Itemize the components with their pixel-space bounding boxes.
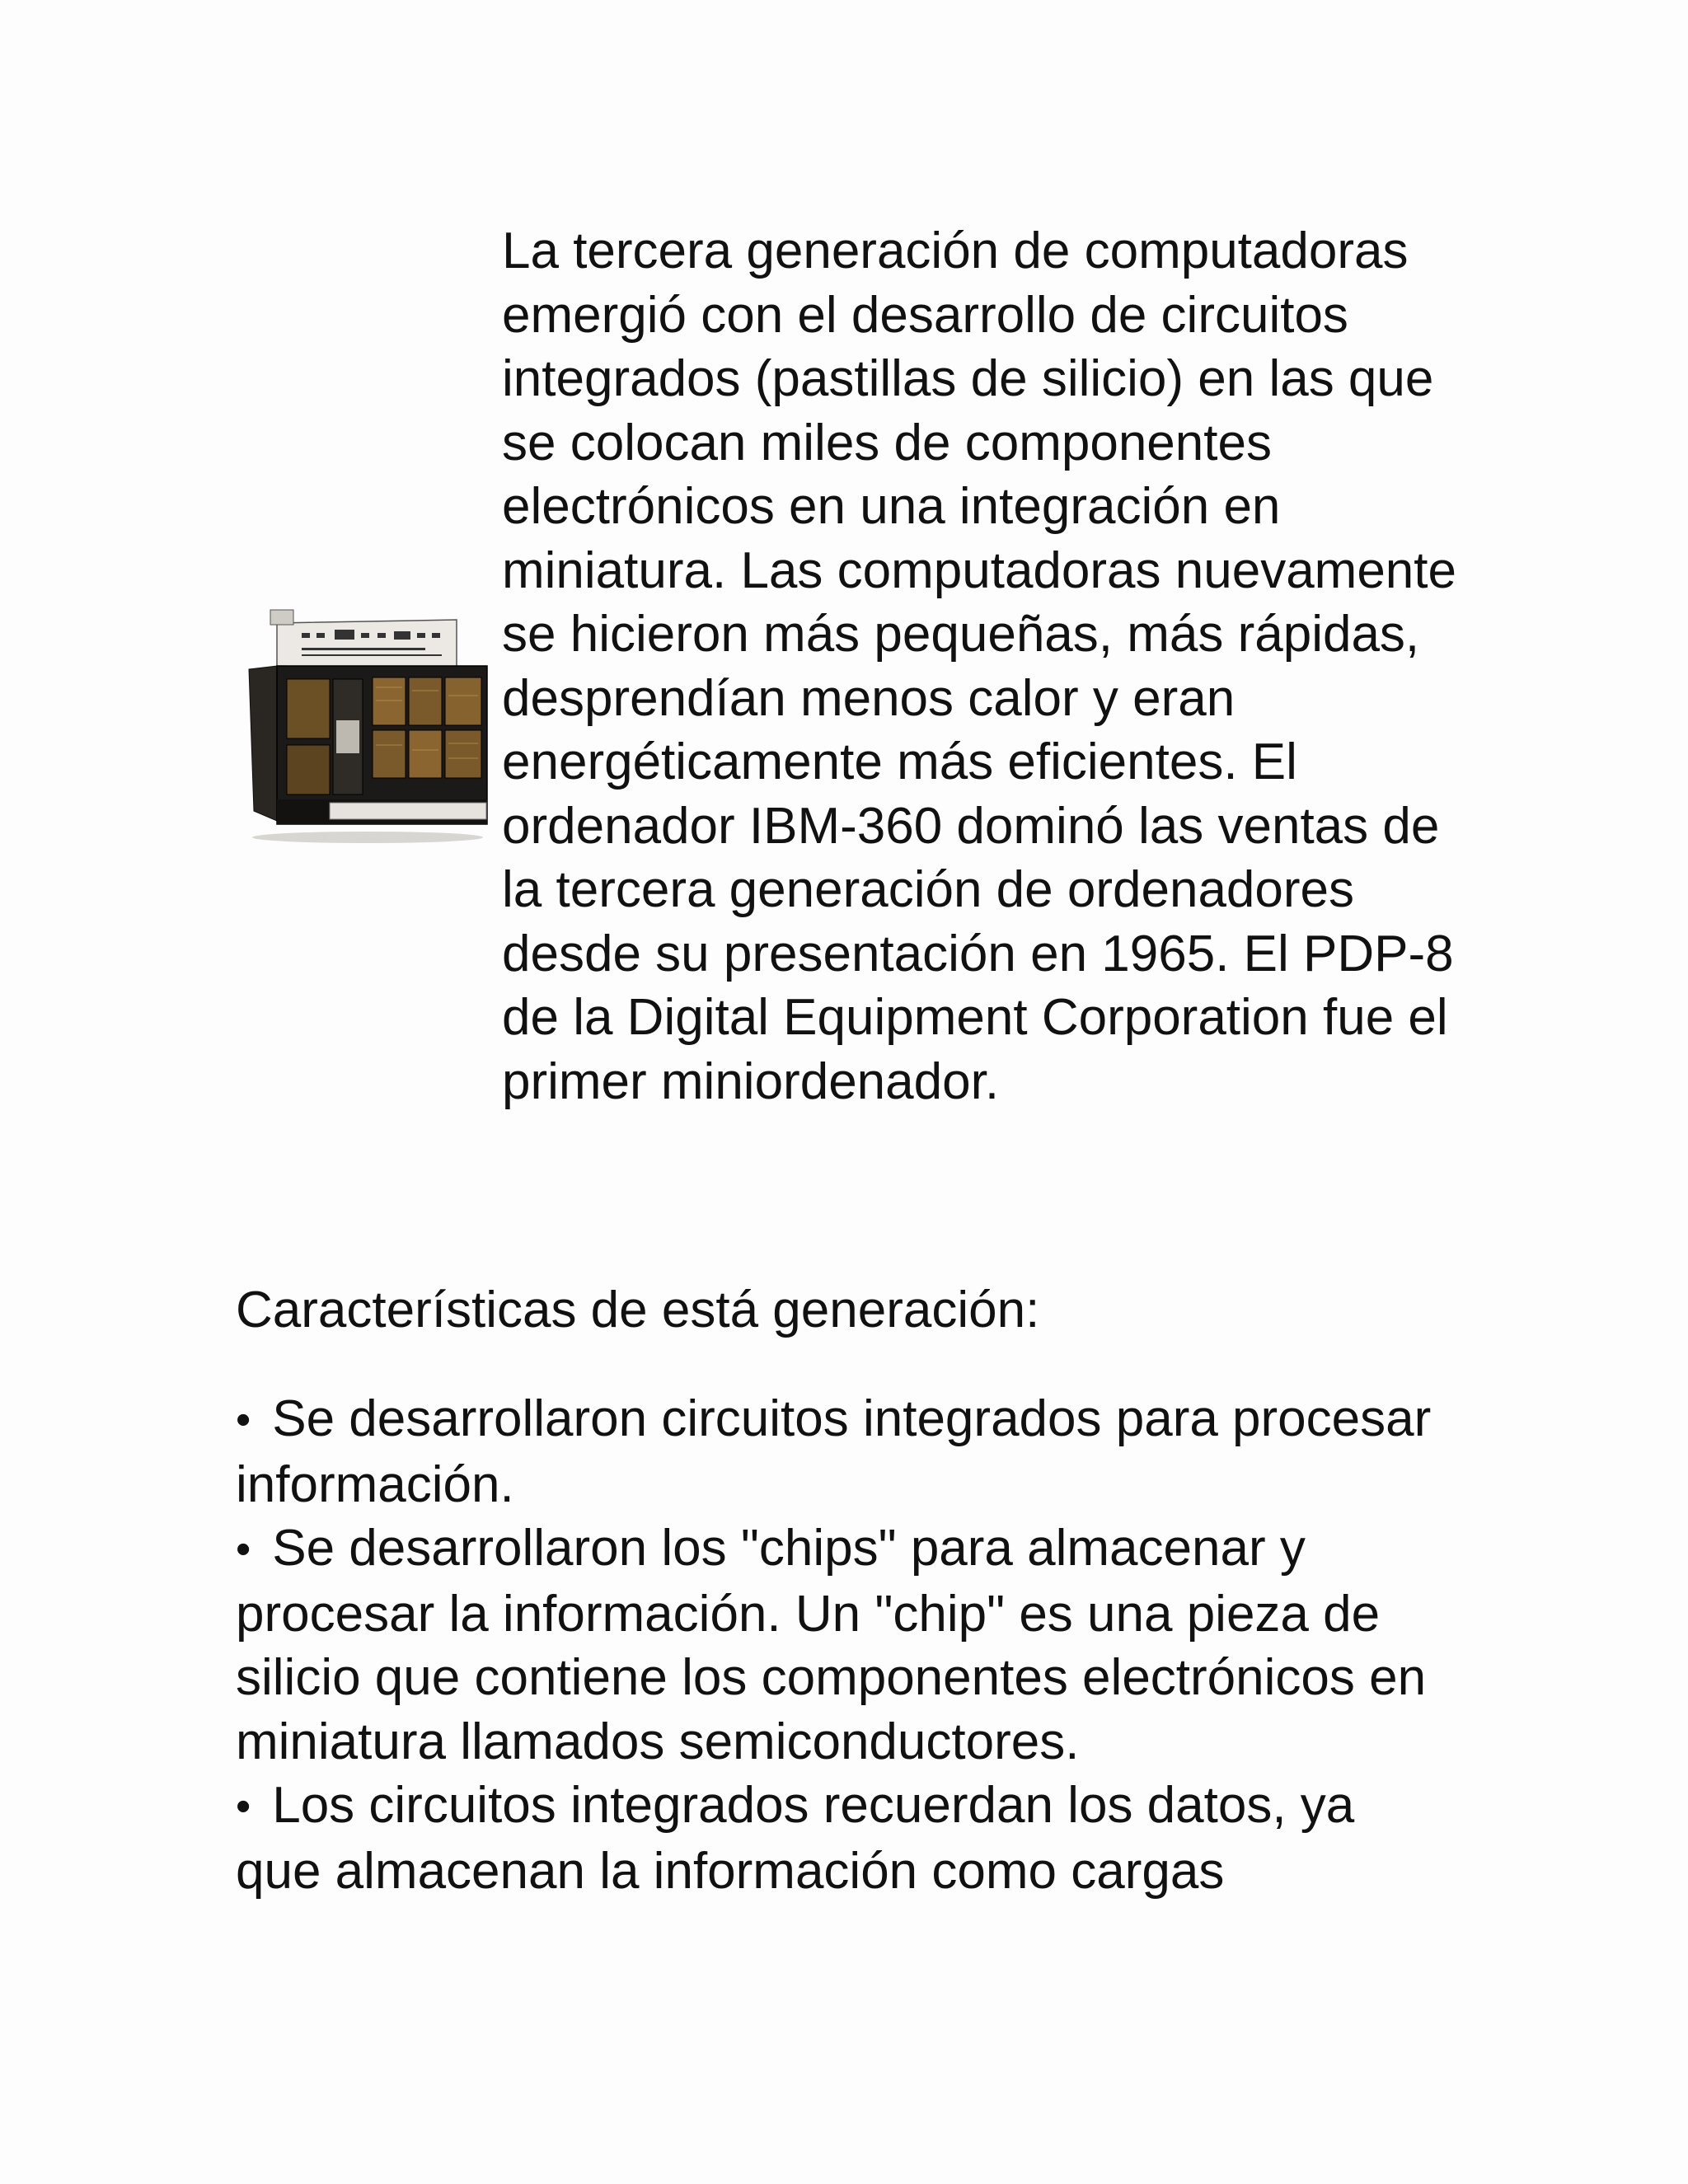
intro-paragraph: La tercera generación de computadoras emergió con el desarrollo de circuitos integrados (pastillas de silicio) en las que se colocan miles de componentes electrónicos en una integración en miniatura. Las computadoras nuevamente se hicieron más pequeñas, más rápidas, desprendían menos calor y eran energéticamente más eficientes. El ordenador IBM-360 dominó las ventas de la tercera generación de ordenadores desde su presentación en 1965. El PDP-8 de la Digital Equipment Corporation fue el primer miniordenador. [502,223,1456,1110]
features-heading: Características de está generación: [236,1282,1040,1338]
list-item [236,1516,1447,1774]
features-list [236,1387,1447,1903]
feature-text: Se desarrollaron los "chips" para almacenar y procesar la información. Un "chip" es una pieza de silicio que contiene los componentes electrónicos en miniatura llamados semiconductores. [236,1520,1427,1770]
feature-text: Se desarrollaron circuitos integrados para procesar información. [236,1390,1432,1513]
ibm-360-computer-image [244,605,491,844]
bullet-icon: • [236,1526,251,1573]
feature-text: Los circuitos integrados recuerdan los datos, ya que almacenan la información como cargas [236,1777,1355,1900]
list-item [236,1774,1447,1903]
bullet-icon: • [236,1783,251,1830]
list-item [236,1387,1447,1516]
bullet-icon: • [236,1396,251,1444]
